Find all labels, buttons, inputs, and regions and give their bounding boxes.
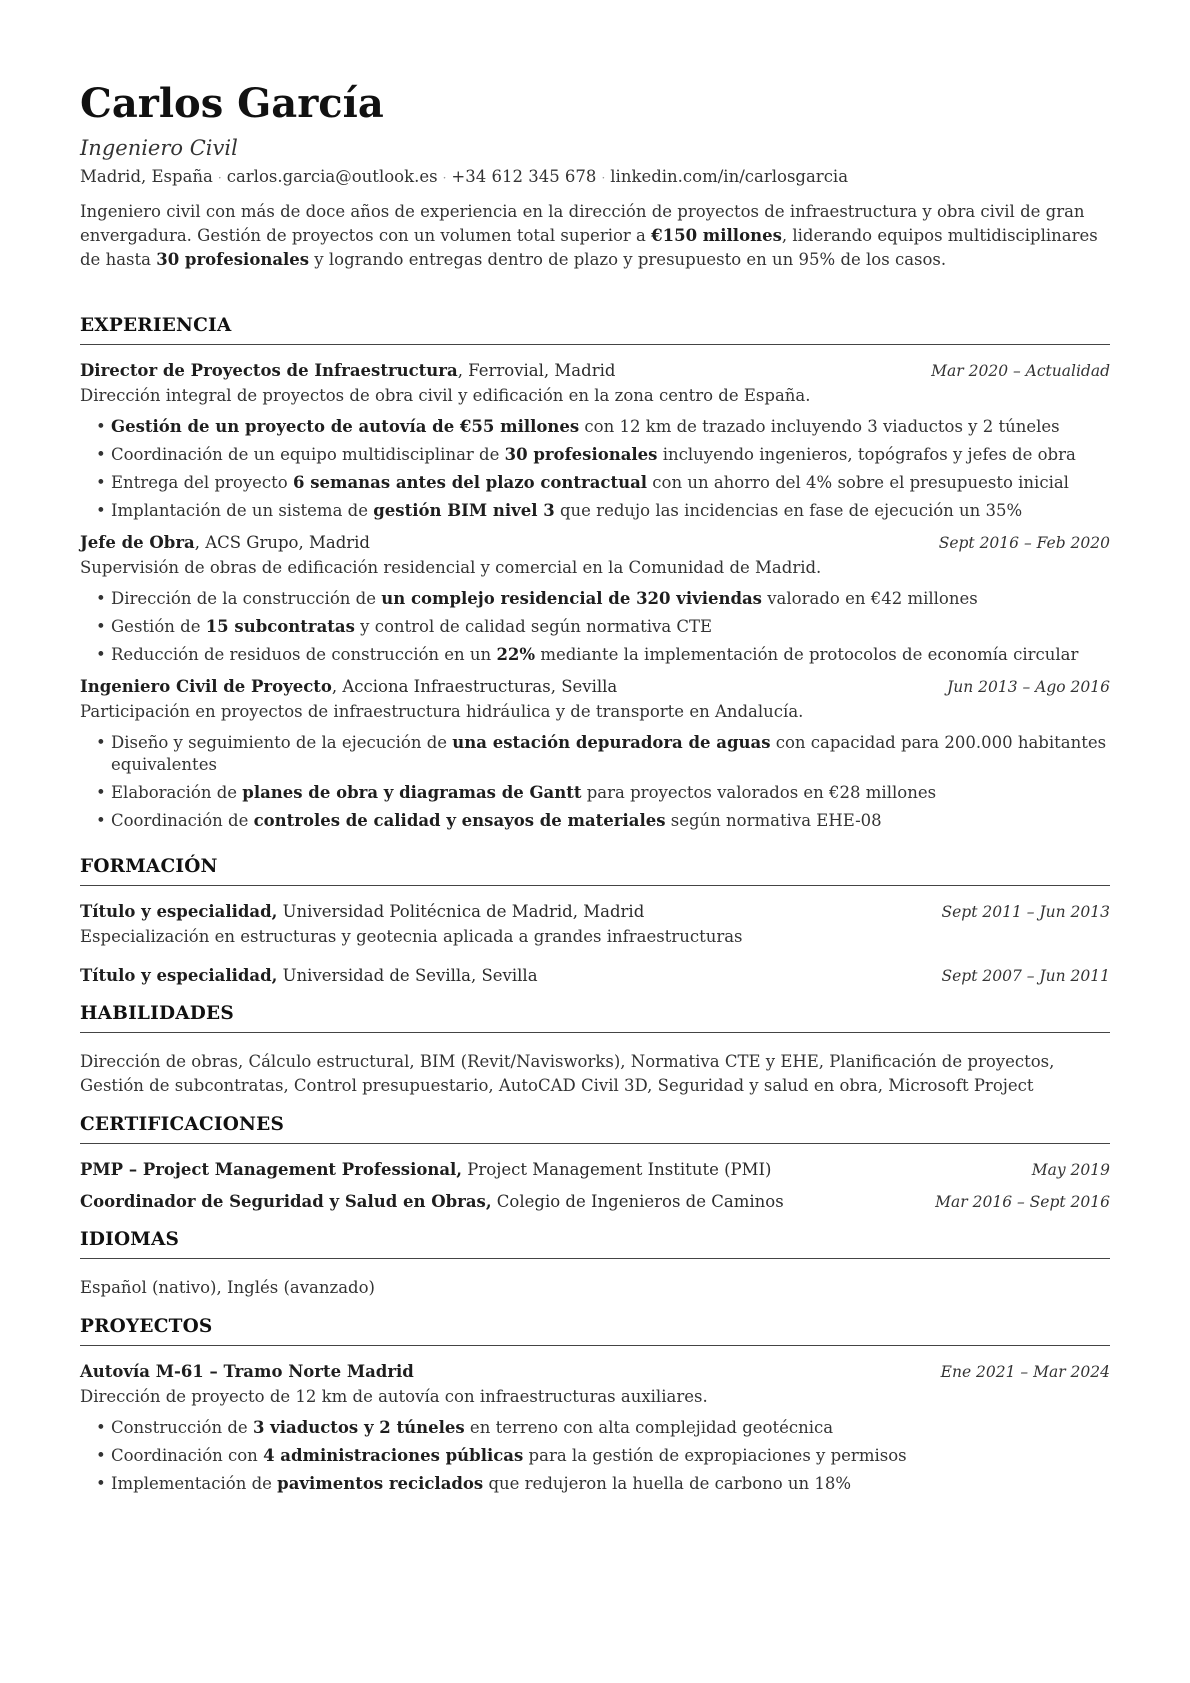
contact-linkedin[interactable]: linkedin.com/in/carlosgarcia <box>610 167 849 186</box>
bullet-text: Diseño y seguimiento de la ejecución de <box>111 733 453 752</box>
job-achievements <box>80 732 1110 832</box>
contact-separator: · <box>601 171 606 185</box>
job-description: Participación en proyectos de infraestructura hidráulica y de transporte en Andalucía. <box>80 702 804 721</box>
list-item <box>96 644 1110 666</box>
experience-entry-header <box>80 674 1110 700</box>
job-role: Director de Proyectos de Infraestructura <box>80 361 458 380</box>
job-heading <box>80 530 370 556</box>
experience-entry <box>80 674 1110 832</box>
skills-list: Dirección de obras, Cálculo estructural, BIM (Revit/Navisworks), Normativa CTE y EHE, Planificación de proyectos, Gestión de subcontratas, Control presupuestario, AutoCAD Civil 3D, Seguridad y salud en obra, Microsoft Project <box>80 1052 1055 1095</box>
education-description: Especialización en estructuras y geotecnia aplicada a grandes infraestructuras <box>80 927 743 946</box>
list-item <box>96 732 1110 776</box>
certification-heading <box>80 1189 784 1215</box>
list-item <box>96 472 1110 494</box>
candidate-title: Ingeniero Civil <box>80 136 238 160</box>
bullet-text: Dirección de la construcción de <box>111 589 382 608</box>
bullet-text: en terreno con alta complejidad geotécnica <box>464 1418 834 1437</box>
bullet-text: valorado en €42 millones <box>761 589 978 608</box>
contact-location: Madrid, España <box>80 167 213 186</box>
bullet-highlight: 6 semanas antes del plazo contractual <box>292 473 648 492</box>
bullet-text: Coordinación de <box>111 811 254 830</box>
experience-entry-header <box>80 358 1110 384</box>
bullet-text: para la gestión de expropiaciones y permisos <box>523 1446 907 1465</box>
education-heading <box>80 963 538 989</box>
list-item <box>96 444 1110 466</box>
skills-section <box>80 999 1110 1098</box>
job-description: Dirección integral de proyectos de obra civil y edificación en la zona centro de España. <box>80 386 811 405</box>
experience-entry <box>80 530 1110 666</box>
bullet-highlight: controles de calidad y ensayos de materiales <box>253 811 666 830</box>
certification-entry <box>80 1157 1110 1183</box>
job-role: Ingeniero Civil de Proyecto <box>80 677 332 696</box>
bullet-highlight: Gestión de un proyecto de autovía de €55 millones <box>111 417 580 436</box>
candidate-name: Carlos García <box>80 80 384 127</box>
education-school: Universidad de Sevilla, Sevilla <box>277 966 538 985</box>
certification-name: PMP – Project Management Professional, <box>80 1160 463 1179</box>
job-achievements <box>80 416 1110 522</box>
resume-header <box>80 76 1110 272</box>
bullet-text: Entrega del proyecto <box>111 473 293 492</box>
bullet-text: Coordinación con <box>111 1446 264 1465</box>
bullet-highlight: 30 profesionales <box>504 445 658 464</box>
certification-issuer: Project Management Institute (PMI) <box>462 1160 772 1179</box>
job-heading <box>80 674 617 700</box>
bullet-text: mediante la implementación de protocolos de economía circular <box>535 645 1079 664</box>
job-company: , ACS Grupo, Madrid <box>194 533 370 552</box>
section-title-projects: PROYECTOS <box>80 1312 1110 1346</box>
bullet-text: Implantación de un sistema de <box>111 501 374 520</box>
certification-issuer: Colegio de Ingenieros de Caminos <box>491 1192 784 1211</box>
list-item <box>96 782 1110 804</box>
education-entry <box>80 963 1110 989</box>
bullet-highlight: un complejo residencial de 320 viviendas <box>381 589 762 608</box>
list-item <box>96 1445 1110 1467</box>
project-date: Ene 2021 – Mar 2024 <box>940 1363 1110 1381</box>
education-entry <box>80 899 1110 949</box>
bullet-text: Coordinación de un equipo multidisciplinar de <box>111 445 505 464</box>
experience-section <box>80 311 1110 832</box>
bullet-text: Elaboración de <box>111 783 243 802</box>
summary-highlight: €150 millones <box>651 226 782 245</box>
section-title-experience: EXPERIENCIA <box>80 311 1110 345</box>
job-date: Jun 2013 – Ago 2016 <box>947 678 1110 696</box>
list-item <box>96 1417 1110 1439</box>
education-date: Sept 2011 – Jun 2013 <box>941 903 1110 921</box>
certifications-section <box>80 1110 1110 1215</box>
section-title-certifications: CERTIFICACIONES <box>80 1110 1110 1144</box>
languages-section <box>80 1225 1110 1300</box>
certification-entry <box>80 1189 1110 1215</box>
projects-section <box>80 1312 1110 1495</box>
section-title-education: FORMACIÓN <box>80 852 1110 886</box>
bullet-highlight: 4 administraciones públicas <box>263 1446 524 1465</box>
experience-entry <box>80 358 1110 522</box>
education-entry-header <box>80 899 1110 925</box>
list-item <box>96 500 1110 522</box>
job-achievements <box>80 588 1110 666</box>
bullet-text: Reducción de residuos de construcción en un <box>111 645 497 664</box>
summary-highlight: 30 profesionales <box>156 250 310 269</box>
bullet-text: Gestión de <box>111 617 206 636</box>
contact-separator: · <box>217 171 222 185</box>
bullet-text: Construcción de <box>111 1418 253 1437</box>
list-item <box>96 810 1110 832</box>
bullet-text: con un ahorro del 4% sobre el presupuesto inicial <box>647 473 1069 492</box>
education-entry-header <box>80 963 1110 989</box>
contact-line <box>80 164 1110 191</box>
bullet-highlight: gestión BIM nivel 3 <box>373 501 555 520</box>
bullet-highlight: una estación depuradora de aguas <box>452 733 771 752</box>
job-role: Jefe de Obra <box>80 533 195 552</box>
contact-separator: · <box>442 171 447 185</box>
bullet-text: según normativa EHE-08 <box>665 811 882 830</box>
bullet-text: Implementación de <box>111 1474 278 1493</box>
contact-email[interactable]: carlos.garcia@outlook.es <box>226 167 438 186</box>
certification-date: May 2019 <box>1031 1161 1110 1179</box>
bullet-text: que redujo las incidencias en fase de ejecución un 35% <box>554 501 1023 520</box>
project-achievements <box>80 1417 1110 1495</box>
bullet-highlight: 22% <box>496 645 536 664</box>
project-entry <box>80 1359 1110 1495</box>
bullet-text: que redujeron la huella de carbono un 18% <box>483 1474 852 1493</box>
project-description: Dirección de proyecto de 12 km de autovía con infraestructuras auxiliares. <box>80 1387 708 1406</box>
bullet-highlight: 3 viaductos y 2 túneles <box>252 1418 465 1437</box>
job-heading <box>80 358 615 384</box>
bullet-text: con 12 km de trazado incluyendo 3 viaductos y 2 túneles <box>579 417 1060 436</box>
job-date: Sept 2016 – Feb 2020 <box>938 534 1110 552</box>
bullet-text: incluyendo ingenieros, topógrafos y jefes de obra <box>657 445 1076 464</box>
list-item <box>96 1473 1110 1495</box>
list-item <box>96 416 1110 438</box>
languages-list: Español (nativo), Inglés (avanzado) <box>80 1278 375 1297</box>
bullet-text: para proyectos valorados en €28 millones <box>581 783 937 802</box>
section-title-skills: HABILIDADES <box>80 999 1110 1033</box>
certification-name: Coordinador de Seguridad y Salud en Obras, <box>80 1192 492 1211</box>
bullet-highlight: planes de obra y diagramas de Gantt <box>242 783 582 802</box>
job-company: , Acciona Infraestructuras, Sevilla <box>331 677 618 696</box>
bullet-highlight: pavimentos reciclados <box>277 1474 484 1493</box>
summary-text: Ingeniero civil con más de doce años de experiencia en la dirección de proyectos de infraestructura y obra civil de gran envergadura. Gestión de proyectos con un volumen total superior a <box>80 202 1085 245</box>
certification-date: Mar 2016 – Sept 2016 <box>935 1193 1110 1211</box>
education-section <box>80 852 1110 989</box>
professional-summary <box>80 200 1110 272</box>
bullet-highlight: 15 subcontratas <box>205 617 355 636</box>
contact-phone[interactable]: +34 612 345 678 <box>451 167 597 186</box>
job-company: , Ferrovial, Madrid <box>457 361 616 380</box>
list-item <box>96 616 1110 638</box>
experience-entry-header <box>80 530 1110 556</box>
education-degree: Título y especialidad, <box>80 902 278 921</box>
education-degree: Título y especialidad, <box>80 966 278 985</box>
education-date: Sept 2007 – Jun 2011 <box>941 967 1110 985</box>
education-school: Universidad Politécnica de Madrid, Madrid <box>277 902 645 921</box>
summary-text: y logrando entregas dentro de plazo y presupuesto en un 95% de los casos. <box>309 250 947 269</box>
certification-heading <box>80 1157 771 1183</box>
education-heading <box>80 899 644 925</box>
list-item <box>96 588 1110 610</box>
job-date: Mar 2020 – Actualidad <box>931 362 1110 380</box>
job-description: Supervisión de obras de edificación residencial y comercial en la Comunidad de Madrid. <box>80 558 822 577</box>
section-title-languages: IDIOMAS <box>80 1225 1110 1259</box>
project-entry-header <box>80 1359 1110 1385</box>
bullet-text: con capacidad para 200.000 habitantes equivalentes <box>111 733 1107 774</box>
summary-text: , liderando equipos multidisciplinares de hasta <box>80 226 1098 269</box>
project-name: Autovía M-61 – Tramo Norte Madrid <box>80 1362 414 1381</box>
bullet-text: y control de calidad según normativa CTE <box>354 617 713 636</box>
